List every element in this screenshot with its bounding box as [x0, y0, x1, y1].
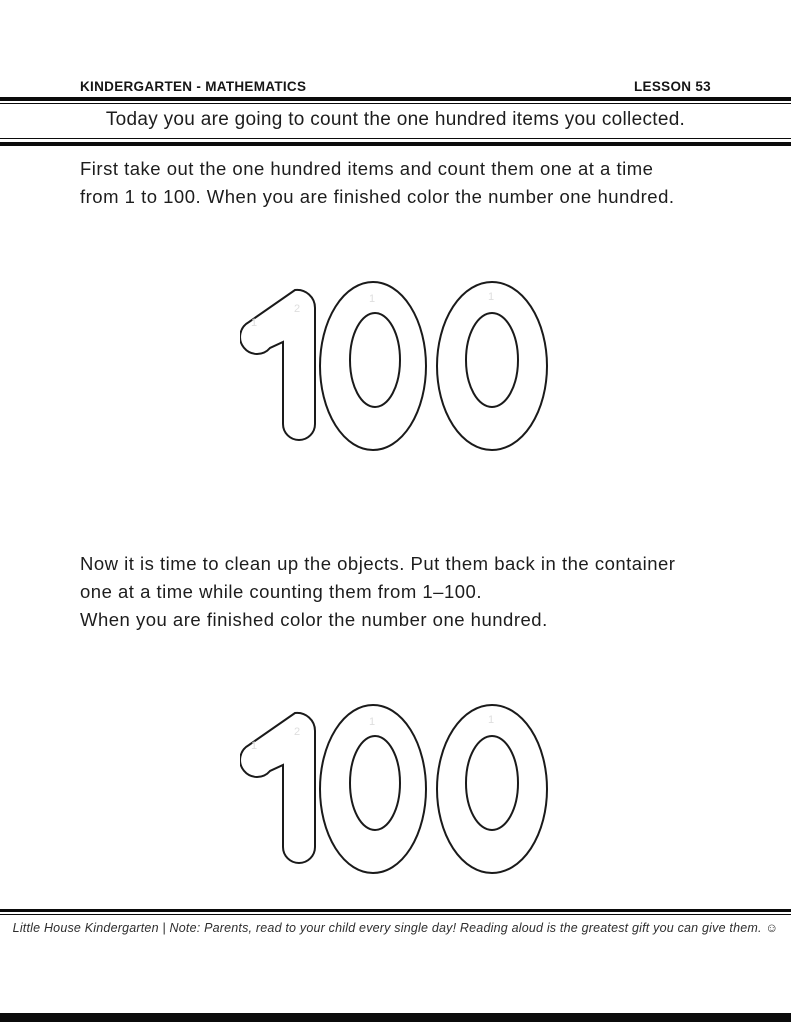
color-hint-digit: 2: [293, 303, 301, 315]
banner-rule-thick: [0, 142, 791, 146]
paragraph-line: When you are finished color the number one hundred.: [80, 609, 548, 630]
bubble-number-100-second: [240, 703, 552, 875]
paragraph-line: First take out the one hundred items and count them one at a time: [80, 158, 654, 179]
color-hint-digit: 1: [368, 716, 376, 728]
paragraph-line: Now it is time to clean up the objects. Put them back in the container: [80, 553, 676, 574]
paragraph-line: one at a time while counting them from 1–100.: [80, 581, 482, 602]
bubble-number-100-graphic: [240, 703, 552, 875]
color-hint-digit: 1: [487, 291, 495, 303]
digit-1-outline: [240, 290, 315, 440]
bubble-number-100-first: [240, 280, 552, 452]
color-hint-digit: 1: [368, 293, 376, 305]
digit-0-second-outline: [437, 705, 547, 873]
instruction-paragraph-1: [80, 155, 731, 211]
instruction-paragraph-2: [80, 550, 731, 634]
page-bottom-bar: [0, 1013, 791, 1022]
page-header: [80, 79, 711, 94]
lesson-banner-text: Today you are going to count the one hundred items you collected.: [105, 109, 686, 130]
footer-rule-thin: [0, 914, 791, 915]
paragraph-line: from 1 to 100. When you are finished color the number one hundred.: [80, 186, 675, 207]
footer-rule-thick: [0, 909, 791, 912]
header-rule-thick: [0, 97, 791, 101]
digit-0-second-outline: [437, 282, 547, 450]
color-hint-digit: 1: [250, 740, 258, 752]
digit-0-first-outline: [320, 705, 426, 873]
header-rule-thin: [0, 103, 791, 104]
header-course-title: KINDERGARTEN - MATHEMATICS: [80, 79, 307, 94]
color-hint-digit: 1: [250, 317, 258, 329]
color-hint-digit: 1: [487, 714, 495, 726]
digit-1-outline: [240, 713, 315, 863]
bubble-number-100-graphic: [240, 280, 552, 452]
header-lesson-number: LESSON 53: [634, 79, 711, 94]
digit-0-first-outline: [320, 282, 426, 450]
footer-note: Little House Kindergarten | Note: Parents, read to your child every single day! Reading aloud is the greatest gift you can give them. ☺: [12, 921, 779, 935]
color-hint-digit: 2: [293, 726, 301, 738]
banner-rule-thin: [0, 138, 791, 139]
